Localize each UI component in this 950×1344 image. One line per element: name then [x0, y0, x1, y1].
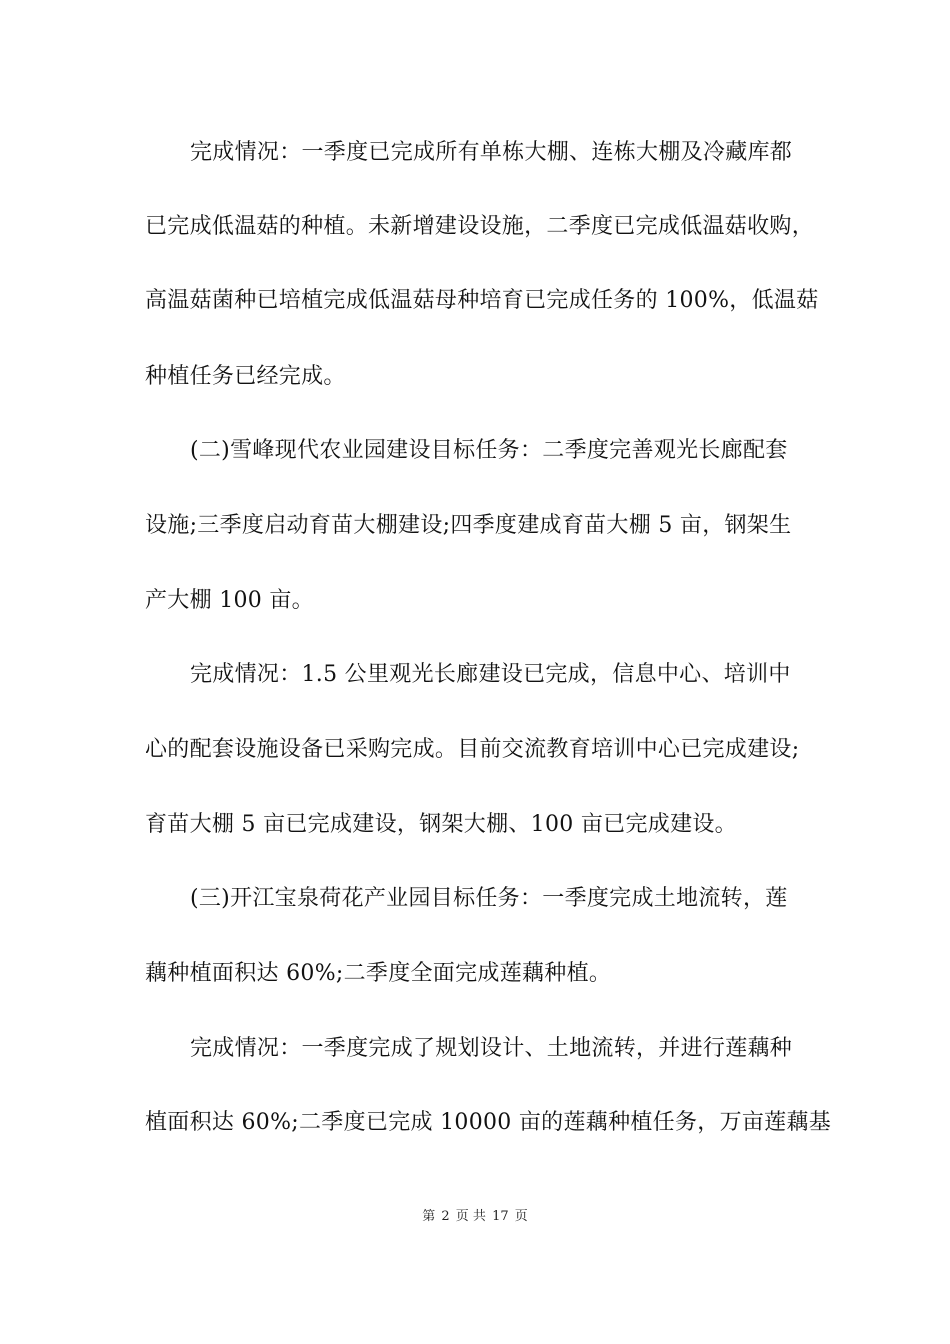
paragraph-line: 完成情况：一季度已完成所有单栋大棚、连栋大棚及冷藏库都	[190, 140, 793, 165]
paragraph-line: 育苗大棚 5 亩已完成建设，钢架大棚、100 亩已完成建设。	[145, 812, 737, 837]
paragraph-line: 植面积达 60%;二季度已完成 10000 亩的莲藕种植任务，万亩莲藕基	[145, 1110, 832, 1135]
footer-suffix: 页	[514, 1209, 528, 1224]
paragraph-line: 种植任务已经完成。	[145, 364, 346, 389]
paragraph-line: 设施;三季度启动育苗大棚建设;四季度建成育苗大棚 5 亩，钢架生	[145, 513, 792, 538]
footer-page-number: 2	[441, 1209, 450, 1224]
paragraph-line: 藕种植面积达 60%;二季度全面完成莲藕种植。	[145, 961, 612, 986]
page-footer	[0, 1208, 950, 1226]
paragraph-line: 已完成低温菇的种植。未新增建设设施，二季度已完成低温菇收购，	[145, 214, 815, 239]
paragraph-line: 产大棚 100 亩。	[145, 588, 314, 613]
paragraph-line: 完成情况：1.5 公里观光长廊建设已完成，信息中心、培训中	[190, 662, 791, 687]
footer-prefix: 第	[422, 1209, 436, 1224]
paragraph-line: 完成情况：一季度完成了规划设计、土地流转，并进行莲藕种	[190, 1036, 793, 1061]
footer-total-pages: 17	[492, 1209, 509, 1224]
paragraph-line: 高温菇菌种已培植完成低温菇母种培育已完成任务的 100%，低温菇	[145, 288, 819, 313]
footer-middle: 页 共	[455, 1209, 486, 1224]
paragraph-line: (三)开江宝泉荷花产业园目标任务：一季度完成土地流转，莲	[190, 886, 788, 911]
paragraph-line: 心的配套设施设备已采购完成。目前交流教育培训中心已完成建设;	[145, 737, 800, 762]
paragraph-line: (二)雪峰现代农业园建设目标任务：二季度完善观光长廊配套	[190, 438, 788, 463]
